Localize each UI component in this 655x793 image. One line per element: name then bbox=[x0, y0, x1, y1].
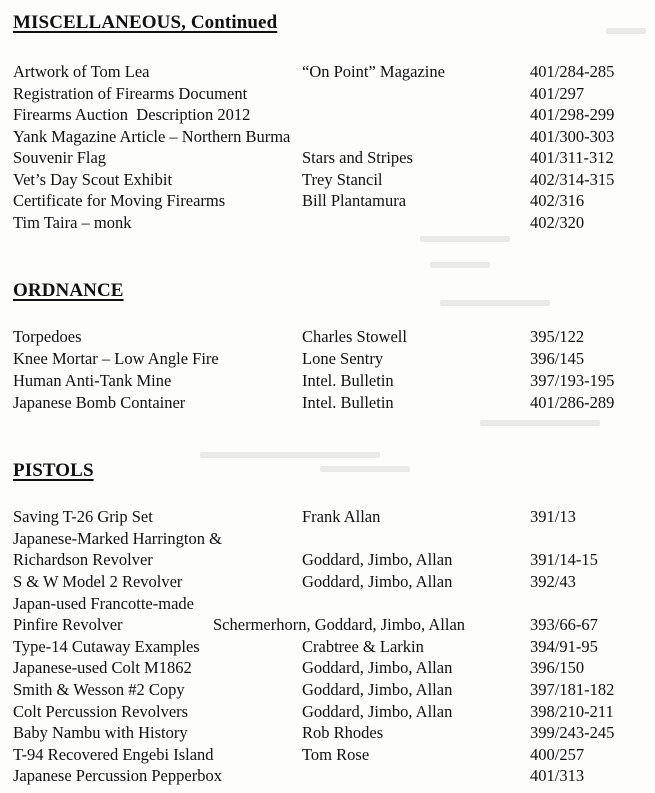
scan-artifact bbox=[320, 466, 410, 472]
item-title: Knee Mortar – Low Angle Fire bbox=[13, 349, 219, 368]
item-source: Crabtree & Larkin bbox=[302, 637, 424, 656]
item-reference: 397/193-195 bbox=[530, 371, 615, 390]
item-reference: 396/145 bbox=[530, 349, 585, 368]
list-item bbox=[0, 169, 655, 191]
scan-artifact bbox=[440, 300, 550, 306]
item-reference: 401/313 bbox=[530, 766, 585, 785]
item-reference: 402/320 bbox=[530, 213, 585, 232]
item-reference: 391/14-15 bbox=[530, 550, 598, 569]
item-title: Artwork of Tom Lea bbox=[13, 62, 150, 81]
item-title: Human Anti-Tank Mine bbox=[13, 371, 172, 390]
item-source: Goddard, Jimbo, Allan bbox=[302, 550, 453, 569]
scan-artifact bbox=[420, 236, 510, 242]
item-title: Certificate for Moving Firearms bbox=[13, 191, 226, 210]
item-title: Japanese-used Colt M1862 bbox=[13, 658, 192, 677]
item-source: Goddard, Jimbo, Allan bbox=[302, 680, 453, 699]
item-source: Stars and Stripes bbox=[302, 148, 413, 167]
item-title: Registration of Firearms Document bbox=[13, 84, 248, 103]
list-item bbox=[0, 679, 655, 701]
item-title: Type-14 Cutaway Examples bbox=[13, 637, 200, 656]
scan-artifact bbox=[430, 262, 490, 268]
item-title: Japanese-Marked Harrington & bbox=[13, 529, 222, 548]
item-reference: 401/286-289 bbox=[530, 393, 615, 412]
item-reference: 400/257 bbox=[530, 745, 585, 764]
section-heading-miscellaneous: MISCELLANEOUS, Continued bbox=[13, 12, 278, 33]
item-reference: 401/297 bbox=[530, 84, 585, 103]
item-reference: 401/300-303 bbox=[530, 127, 615, 146]
scan-artifact bbox=[200, 452, 380, 458]
item-source: Schermerhorn, Goddard, Jimbo, Allan bbox=[213, 615, 466, 634]
item-source: Intel. Bulletin bbox=[302, 393, 394, 412]
item-title: T-94 Recovered Engebi Island bbox=[13, 745, 214, 764]
list-item bbox=[0, 744, 655, 766]
item-reference: 395/122 bbox=[530, 327, 585, 346]
list-item bbox=[0, 722, 655, 744]
item-title: Japanese Bomb Container bbox=[13, 393, 186, 412]
item-title: Firearms Auction Description 2012 bbox=[13, 105, 251, 124]
item-title: Japanese Percussion Pepperbox bbox=[13, 766, 222, 785]
scan-artifact bbox=[606, 28, 646, 34]
item-reference: 392/43 bbox=[530, 572, 576, 591]
item-title: Saving T-26 Grip Set bbox=[13, 507, 153, 526]
list-item bbox=[0, 83, 655, 105]
item-title: Souvenir Flag bbox=[13, 148, 107, 167]
item-reference: 401/298-299 bbox=[530, 105, 615, 124]
item-title: Baby Nambu with History bbox=[13, 723, 188, 742]
list-item bbox=[0, 571, 655, 593]
list-item bbox=[0, 765, 655, 787]
item-reference: 401/284-285 bbox=[530, 62, 615, 81]
list-item bbox=[0, 326, 655, 348]
item-reference: 402/314-315 bbox=[530, 170, 615, 189]
item-reference: 393/66-67 bbox=[530, 615, 598, 634]
item-title: Smith & Wesson #2 Copy bbox=[13, 680, 185, 699]
list-item bbox=[0, 190, 655, 212]
list-item bbox=[0, 636, 655, 658]
item-title: Vet’s Day Scout Exhibit bbox=[13, 170, 173, 189]
item-source: Tom Rose bbox=[302, 745, 370, 764]
item-source: Intel. Bulletin bbox=[302, 371, 394, 390]
item-reference: 391/13 bbox=[530, 507, 576, 526]
item-source: “On Point” Magazine bbox=[302, 62, 445, 81]
list-item bbox=[0, 370, 655, 392]
list-item bbox=[0, 147, 655, 169]
scan-artifact bbox=[480, 420, 600, 426]
list-item bbox=[0, 506, 655, 528]
list-item bbox=[0, 528, 655, 550]
item-title: Yank Magazine Article – Northern Burma bbox=[13, 127, 291, 146]
list-item bbox=[0, 549, 655, 571]
item-source: Rob Rhodes bbox=[302, 723, 384, 742]
item-source: Trey Stancil bbox=[302, 170, 383, 189]
item-reference: 398/210-211 bbox=[530, 702, 614, 721]
item-source: Goddard, Jimbo, Allan bbox=[302, 658, 453, 677]
item-title: Colt Percussion Revolvers bbox=[13, 702, 189, 721]
item-title: Torpedoes bbox=[13, 327, 82, 346]
item-source: Bill Plantamura bbox=[302, 191, 407, 210]
item-source: Goddard, Jimbo, Allan bbox=[302, 572, 453, 591]
item-reference: 401/311-312 bbox=[530, 148, 614, 167]
item-title: Tim Taira – monk bbox=[13, 213, 132, 232]
item-title: S & W Model 2 Revolver bbox=[13, 572, 183, 591]
item-title: Pinfire Revolver bbox=[13, 615, 123, 634]
list-item bbox=[0, 61, 655, 83]
item-reference: 394/91-95 bbox=[530, 637, 598, 656]
section-heading-ordnance: ORDNANCE bbox=[13, 280, 124, 301]
list-item bbox=[0, 212, 655, 234]
item-source: Frank Allan bbox=[302, 507, 381, 526]
item-reference: 402/316 bbox=[530, 191, 585, 210]
list-item bbox=[0, 614, 655, 636]
item-source: Goddard, Jimbo, Allan bbox=[302, 702, 453, 721]
list-item bbox=[0, 657, 655, 679]
item-source: Lone Sentry bbox=[302, 349, 384, 368]
item-title: Japan-used Francotte-made bbox=[13, 594, 194, 613]
section-heading-pistols: PISTOLS bbox=[13, 460, 94, 481]
list-item bbox=[0, 126, 655, 148]
list-item bbox=[0, 104, 655, 126]
item-title: Richardson Revolver bbox=[13, 550, 153, 569]
item-reference: 397/181-182 bbox=[530, 680, 615, 699]
item-reference: 396/150 bbox=[530, 658, 585, 677]
item-reference: 399/243-245 bbox=[530, 723, 615, 742]
list-item bbox=[0, 701, 655, 723]
list-item bbox=[0, 348, 655, 370]
list-item bbox=[0, 392, 655, 414]
item-source: Charles Stowell bbox=[302, 327, 407, 346]
list-item bbox=[0, 593, 655, 615]
